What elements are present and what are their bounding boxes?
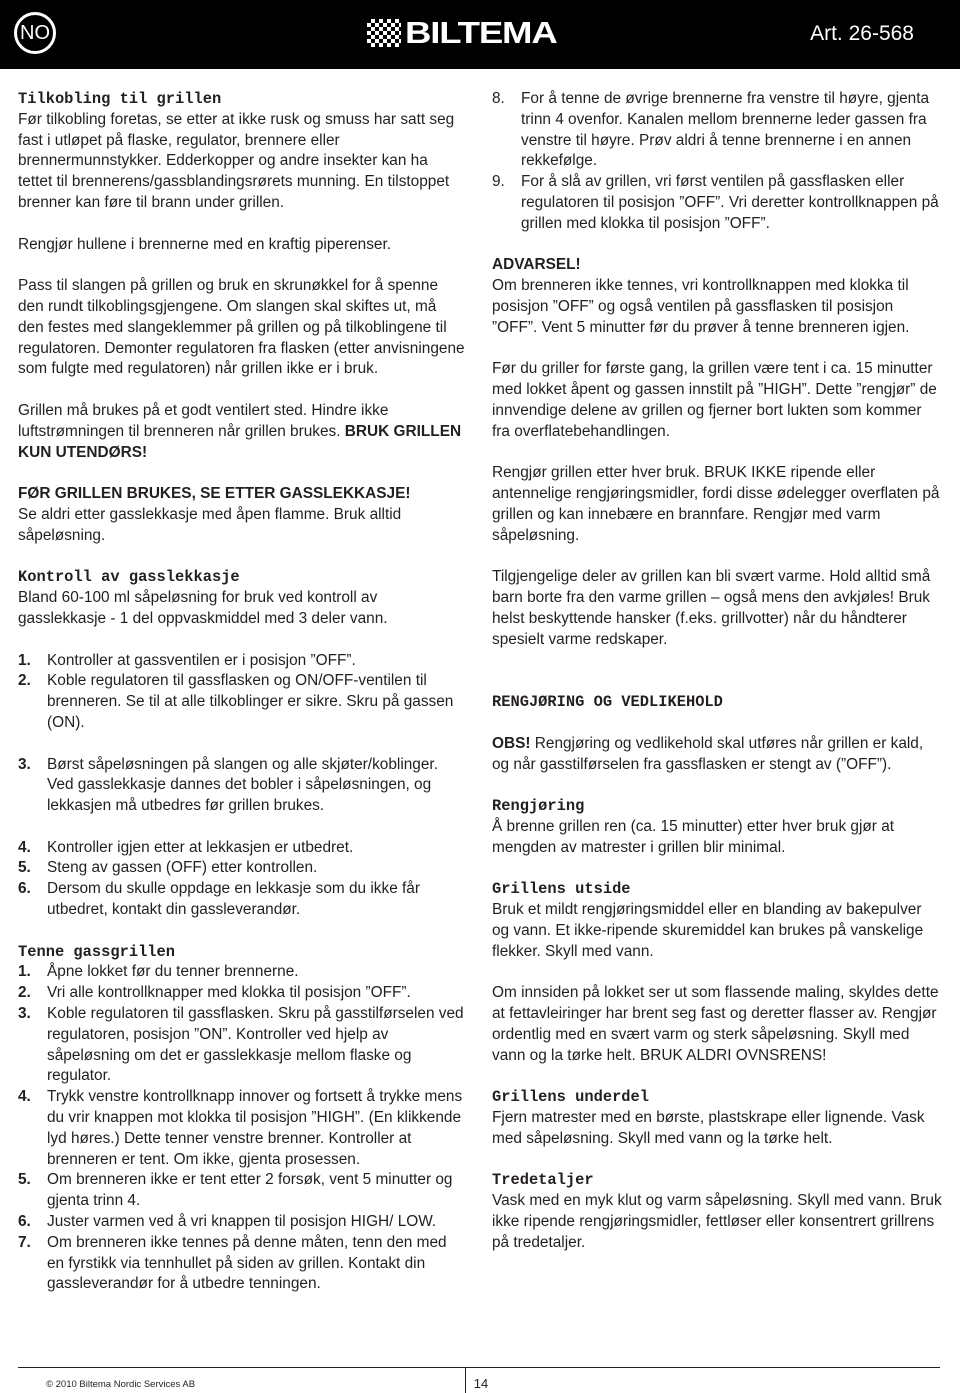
outdoor-warning: BRUK GRILLEN KUN UTENDØRS! bbox=[18, 422, 462, 461]
list-item-number: 3. bbox=[18, 1005, 31, 1023]
logo-text: BILTEMA bbox=[405, 15, 557, 50]
list-item-number: 1. bbox=[18, 963, 31, 981]
list-item bbox=[18, 1212, 466, 1233]
list-item-number: 2. bbox=[18, 984, 31, 1002]
right-column bbox=[492, 89, 942, 1254]
list-item-text: Trykk venstre kontrollknapp innover og fortsett å trykke mens du vrir knappen mot klokka til posisjon ”HIGH”. (En klikkende lyd høres.) Dette tenner venstre brenner. Kontroller at brenneren er tent. Om ikke, gjenta prosessen. bbox=[47, 1088, 463, 1168]
section-title-rengjoring: Rengjøring bbox=[492, 797, 585, 816]
section-title-vedlikehold: RENGJØRING OG VEDLIKEHOLD bbox=[492, 693, 723, 712]
list-item-number: 5. bbox=[18, 859, 31, 877]
list-item bbox=[18, 879, 466, 921]
paragraph: Å brenne grillen ren (ca. 15 minutter) etter hver bruk gjør at mengden av matrester i grillen blir minimal. bbox=[492, 817, 895, 856]
list-item bbox=[18, 755, 466, 817]
list-item bbox=[18, 858, 466, 879]
list-item bbox=[18, 838, 466, 859]
list-item bbox=[18, 1170, 466, 1212]
checkered-flag-icon bbox=[367, 19, 401, 47]
paragraph bbox=[18, 401, 466, 463]
list-item-text: Om brenneren ikke tennes på denne måten, tenn den med en fyrstikk via tennhullet på siden av grillen. Kontakt din gassleverandør for å utbedre tenningen. bbox=[47, 1233, 447, 1293]
list-item bbox=[18, 1233, 466, 1295]
list-item-text: Koble regulatoren til gassflasken. Skru på gasstilførselen ved regulatoren, posisjon ”ON”. Kontroller ved hjelp av såpeløsning om det er gasslekkasje mellom flaske og regulator. bbox=[47, 1005, 464, 1085]
list-item-number: 1. bbox=[18, 651, 31, 669]
list-item-number: 6. bbox=[18, 880, 31, 898]
list-item-number: 4. bbox=[18, 1088, 31, 1106]
list-item bbox=[18, 671, 466, 733]
list-item-text: For å tenne de øvrige brennerne fra venstre til høyre, gjenta trinn 4 ovenfor. Kanalen mellom brennerne leder gassen fra venstre til høyre. Prøv aldri å tenne brennerne i en annen rekkefølge. bbox=[521, 90, 930, 170]
paragraph-text: Grillen må brukes på et godt ventilert sted. Hindre ikke luftstrømningen til brenneren når grillen brukes. bbox=[18, 401, 389, 440]
paragraph: Bruk et mildt rengjøringsmiddel eller en blanding av bakepulver og vann. Et ikke-ripende skuremiddel kan brukes på vanskelige flekker. Skyll med vann. bbox=[492, 901, 924, 960]
list-item-text: Steng av gassen (OFF) etter kontrollen. bbox=[47, 859, 318, 877]
list-item bbox=[18, 1087, 466, 1170]
list-item-number: 4. bbox=[18, 838, 31, 856]
list-item-number: 3. bbox=[18, 755, 31, 773]
list-item-text: Juster varmen ved å vri knappen til posisjon HIGH/ LOW. bbox=[47, 1213, 437, 1231]
paragraph: Rengjør hullene i brennerne med en kraftig piperenser. bbox=[18, 235, 392, 253]
paragraph-text: Rengjøring og vedlikehold skal utføres når grillen er kald, og når gasstilførselen fra gassflasken er stengt av (”OFF”). bbox=[492, 734, 924, 773]
paragraph: Bland 60-100 ml såpeløsning for bruk ved kontroll av gasslekkasje - 1 del oppvaskmiddel med 3 deler vann. bbox=[18, 589, 388, 627]
list-item-number: 8. bbox=[492, 90, 505, 107]
list-item-text: Om brenneren ikke er tent etter 2 forsøk, vent 5 minutter og gjenta trinn 4. bbox=[47, 1171, 453, 1210]
kontroll-steps-c bbox=[18, 838, 466, 921]
paragraph: Pass til slangen på grillen og bruk en skrunøkkel for å spenne den rundt tilkoblingsgjengene. Om slangen skal skiftes ut, må den festes med slangeklemmer på grillen og på tilkoblingene til regulatoren. Demonter regulatoren fra flasken (etter anvisningene som fulgte med regulatoren) når grillen ikke er i bruk. bbox=[18, 277, 465, 378]
list-item bbox=[492, 172, 942, 234]
kontroll-steps-a bbox=[18, 651, 466, 734]
kontroll-steps-b bbox=[18, 755, 466, 817]
paragraph: Vask med en myk klut og varm såpeløsning. Skyll med vann. Bruk ikke ripende rengjøringsmidler, fettløser eller konsentrert grillrens på tredetaljer. bbox=[492, 1192, 942, 1251]
paragraph: Fjern matrester med en børste, plastskrape eller lignende. Vask med såpeløsning. Skyll med vann og la tørke helt. bbox=[492, 1109, 925, 1147]
list-item-number: 7. bbox=[18, 1233, 31, 1251]
list-item-number: 6. bbox=[18, 1213, 31, 1231]
list-item-text: For å slå av grillen, vri først ventilen på gassflasken eller regulatoren til posisjon ”OFF”. Vri deretter kontrollknappen på grillen med klokka til posisjon ”OFF”. bbox=[521, 173, 939, 232]
page-number: 14 bbox=[473, 1376, 489, 1391]
list-item-text: Koble regulatoren til gassflasken og ON/OFF-ventilen til brenneren. Se til at alle tilkoblinger er sikre. Skru på gassen (ON). bbox=[47, 672, 454, 731]
page-header bbox=[0, 0, 960, 69]
list-item-text: Kontroller igjen etter at lekkasjen er utbedret. bbox=[47, 838, 354, 856]
list-item-text: Børst såpeløsningen på slangen og alle skjøter/koblinger. Ved gasslekkasje dannes det bobler i såpeløsningen, og lekkasjen må utbedres før grillen brukes. bbox=[47, 755, 438, 815]
paragraph: Rengjør grillen etter hver bruk. BRUK IKKE ripende eller antennelige rengjøringsmidler, fordi disse ødelegger overflaten på grillen og kan innebære en brannfare. Rengjør med varm såpeløsning. bbox=[492, 464, 940, 544]
biltema-logo bbox=[367, 15, 557, 50]
list-item-text: Dersom du skulle oppdage en lekkasje som du ikke får utbedret, kontakt din gassleverandør. bbox=[47, 880, 420, 919]
list-item bbox=[18, 1004, 466, 1087]
footer-divider bbox=[18, 1367, 940, 1368]
tenne-steps-continued bbox=[492, 89, 942, 235]
list-item-text: Åpne lokket før du tenner brennerne. bbox=[47, 963, 299, 981]
paragraph: Se aldri etter gasslekkasje med åpen flamme. Bruk alltid såpeløsning. bbox=[18, 505, 402, 544]
paragraph: Før du griller for første gang, la grillen være tent i ca. 15 minutter med lokket åpent og gassen innstilt på ”HIGH”. Dette ”rengjør” de innvendige delene av grillen og fjerner bort lukten som kommer fra overflatebehandlingen. bbox=[492, 360, 937, 440]
list-item bbox=[18, 962, 466, 983]
list-item-text: Vri alle kontrollknapper med klokka til posisjon ”OFF”. bbox=[47, 984, 411, 1002]
left-column bbox=[18, 89, 466, 1295]
footer-divider-tick bbox=[465, 1367, 466, 1393]
language-badge: NO bbox=[14, 12, 56, 54]
paragraph: Tilgjengelige deler av grillen kan bli svært varme. Hold alltid små barn borte fra den varme grillen – også mens den avkjøles! Bruk helst beskyttende hansker (f.eks. grillvotter) når du håndterer spesielt varme redskaper. bbox=[492, 568, 931, 648]
article-number: Art. 26-568 bbox=[810, 22, 914, 45]
list-item bbox=[18, 983, 466, 1004]
section-title-kontroll: Kontroll av gasslekkasje bbox=[18, 568, 240, 587]
list-item-text: Kontroller at gassventilen er i posisjon ”OFF”. bbox=[47, 651, 356, 669]
list-item-number: 9. bbox=[492, 173, 505, 191]
list-item-number: 5. bbox=[18, 1171, 31, 1189]
paragraph: Om innsiden på lokket ser ut som flassende maling, skyldes dette at fettavleiringer har brent seg fast og deretter flasser av. Rengjør ordentlig med en svært varm og sterk såpeløsning. Skyll med vann og la tørke helt. BRUK ALDRI OVNSRENS! bbox=[492, 984, 939, 1064]
section-title-utside: Grillens utside bbox=[492, 880, 631, 899]
leak-warning-heading: FØR GRILLEN BRUKES, SE ETTER GASSLEKKASJE! bbox=[18, 485, 411, 503]
list-item-number: 2. bbox=[18, 672, 31, 690]
section-title-tenne: Tenne gassgrillen bbox=[18, 942, 176, 961]
paragraph bbox=[492, 734, 942, 776]
advarsel-heading: ADVARSEL! bbox=[492, 256, 581, 274]
paragraph: Før tilkobling foretas, se etter at ikke rusk og smuss har satt seg fast i utløpet på flaske, regulator, brennere eller brennermunnstykker. Edderkopper og andre insekter kan ha tettet til brennerens/gassblandingsrørets munning. En tilstoppet brenner kan føre til brann under grillen. bbox=[18, 110, 455, 211]
copyright: © 2010 Biltema Nordic Services AB bbox=[46, 1379, 196, 1390]
tenne-steps bbox=[18, 962, 466, 1295]
section-title-underdel: Grillens underdel bbox=[492, 1088, 650, 1107]
list-item bbox=[18, 651, 466, 672]
paragraph: Om brenneren ikke tennes, vri kontrollknappen med klokka til posisjon ”OFF” og også ventilen på gassflasken til posisjon ”OFF”. Vent 5 minutter før du prøver å tenne brenneren igjen. bbox=[492, 277, 910, 336]
section-title-tredetaljer: Tredetaljer bbox=[492, 1171, 594, 1190]
obs-label: OBS! bbox=[492, 734, 531, 752]
list-item bbox=[492, 89, 942, 172]
section-title-tilkobling: Tilkobling til grillen bbox=[18, 90, 222, 108]
